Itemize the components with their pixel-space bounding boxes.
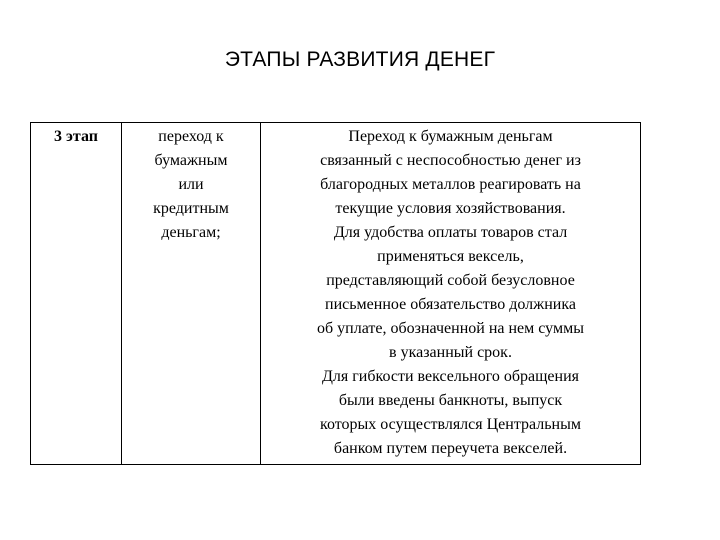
table-row bbox=[31, 123, 641, 465]
short-description-cell bbox=[122, 123, 261, 465]
description-line: Для гибкости вексельного обращения bbox=[321, 368, 580, 385]
stage-cell bbox=[31, 123, 122, 465]
description-line: в указанный срок. bbox=[389, 344, 512, 361]
description-line: связанный с неспособностью денег из bbox=[320, 152, 581, 169]
description-line: благородных металлов реагировать на bbox=[320, 176, 581, 193]
slide-title: ЭТАПЫ РАЗВИТИЯ ДЕНЕГ bbox=[224, 48, 496, 71]
description-line: об уплате, обозначенной на нем суммы bbox=[317, 320, 584, 337]
stage-label: 3 этап bbox=[54, 128, 98, 145]
description-line: Переход к бумажным деньгам bbox=[348, 128, 553, 145]
short-line: или bbox=[178, 176, 204, 193]
stages-table bbox=[30, 122, 641, 465]
short-line: кредитным bbox=[153, 200, 229, 217]
short-line: переход к bbox=[158, 128, 224, 145]
description-line: применяться вексель, bbox=[377, 248, 524, 265]
long-description-cell bbox=[261, 123, 641, 465]
description-line: банком путем переучета векселей. bbox=[333, 440, 568, 457]
description-line: текущие условия хозяйствования. bbox=[335, 200, 566, 217]
description-line: письменное обязательство должника bbox=[325, 296, 576, 313]
description-line: представляющий собой безусловное bbox=[326, 272, 575, 289]
description-line: которых осуществлялся Центральным bbox=[320, 416, 581, 433]
description-line: Для удобства оплаты товаров стал bbox=[333, 224, 568, 241]
short-line: деньгам; bbox=[161, 224, 221, 241]
short-line: бумажным bbox=[154, 152, 228, 169]
description-line: были введены банкноты, выпуск bbox=[338, 392, 563, 409]
